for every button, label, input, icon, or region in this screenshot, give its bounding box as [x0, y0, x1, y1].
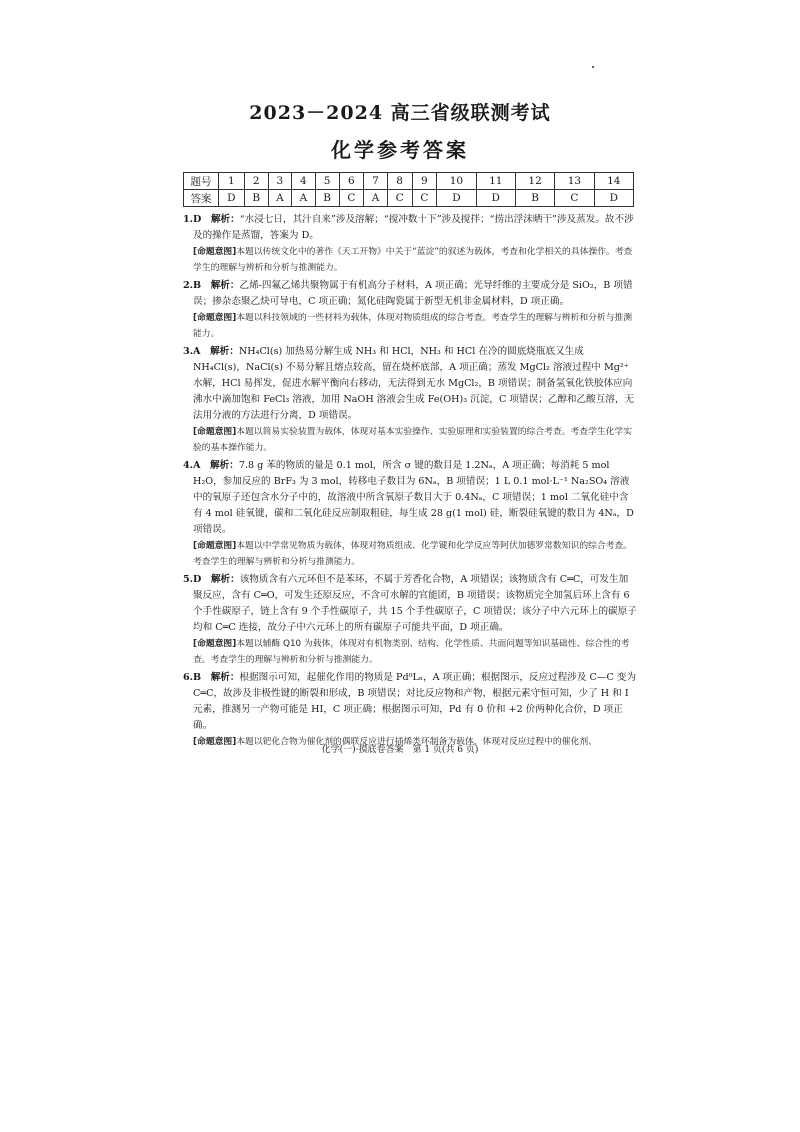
question-explanation [183, 278, 637, 310]
design-intent-text: 本题以中学常见物质为载体，体现对物质组成、化学键和化学反应等阿伏加德罗常数知识的综合考查。考查学生的理解与辨析和分析与推测能力。 [193, 541, 633, 567]
question-explanation [183, 344, 637, 424]
speck-mark [592, 66, 594, 68]
explanation-text: NH₄Cl(s) 加热易分解生成 NH₃ 和 HCl，NH₃ 和 HCl 在冷的圆底烧瓶底又生成 NH₄Cl(s)，NaCl(s) 不易分解且熔点较高，留在烧杯底部，A 项正确；蒸发 MgCl₂ 溶液过程中 Mg²⁺ 水解，HCl 易挥发，促进水解平衡向右移动，无法得到无水 MgCl₂，B 项错误；制备氢氧化铁胶体应向沸水中滴加饱和 FeCl₃ 溶液，加用 NaOH 溶液会生成 Fe(OH)₃ 沉淀，C 项错误；乙醇和乙酸互溶，无法用分液的方法进行分离，D 项错误。 [193, 346, 635, 421]
answer-cell: D [437, 190, 476, 207]
answer-cell: D [219, 190, 245, 207]
question-number-cell: 13 [555, 173, 594, 190]
question-number-cell: 11 [476, 173, 515, 190]
question-answer-key: 3.A [183, 346, 201, 357]
explanation-label: 解析： [210, 214, 240, 225]
question-number-cell: 5 [315, 173, 339, 190]
explanation-label: 解析： [210, 280, 240, 291]
answer-row [184, 190, 634, 207]
explanation-text: 7.8 g 苯的物质的量是 0.1 mol，所含 σ 键的数目是 1.2Nₐ，A 项正确；每消耗 5 mol H₂O，参加反应的 BrF₃ 为 3 mol，转移电子数目为 6Nₐ，B 项错误；1 L 0.1 mol·L⁻¹ Na₂SO₄ 溶液中的氧原子还包含水分子中的，故溶液中所含氧原子数目大于 0.4Nₐ，C 项错误；1 mol 二氧化硅中含有 4 mol 硅氧键，碳和二氧化硅反应制取粗硅，每生成 28 g(1 mol) 硅，断裂硅氧键的数目为 4Nₐ，D 项错误。 [193, 460, 634, 535]
design-intent [183, 424, 637, 456]
design-intent-label: [命题意图] [193, 427, 237, 437]
design-intent [183, 244, 637, 276]
row-label-answer: 答案 [184, 190, 219, 207]
question-answer-key: 1.D [183, 214, 202, 225]
question-answer-key: 2.B [183, 280, 202, 291]
question-number-cell: 2 [244, 173, 268, 190]
row-label-question-number: 题号 [184, 173, 219, 190]
question-explanation [183, 572, 637, 636]
design-intent-text: 本题以钯化合物为催化剂的偶联反应进行插烯类环制备为载体，体现对反应过程中的催化剂、 [236, 737, 597, 747]
design-intent [183, 636, 637, 668]
question-explanation [183, 670, 637, 734]
answer-cell: C [387, 190, 412, 207]
question-explanation [183, 212, 637, 244]
answer-cell: D [476, 190, 515, 207]
design-intent-label: [命题意图] [193, 247, 237, 257]
explanation-label: 解析： [210, 346, 239, 357]
question-answer-key: 6.B [183, 672, 202, 683]
question-number-row [184, 173, 634, 190]
question-number-cell: 12 [515, 173, 554, 190]
question-answer-key: 5.D [183, 574, 202, 585]
question-number-cell: 4 [292, 173, 316, 190]
design-intent [183, 310, 637, 342]
answer-cell: C [555, 190, 594, 207]
design-intent-label: [命题意图] [193, 313, 237, 323]
answer-cell: B [315, 190, 339, 207]
question-explanation [183, 458, 637, 538]
answer-cell: A [292, 190, 316, 207]
answer-cell: C [339, 190, 364, 207]
question-number-cell: 6 [339, 173, 364, 190]
design-intent-text: 本题以传统文化中的著作《天工开物》中关于“蓝淀”的叙述为载体，考查和化学相关的具体操作。考查学生的理解与辨析和分析与推测能力。 [193, 247, 633, 273]
solutions-body [183, 212, 637, 752]
question-number-cell: 10 [437, 173, 476, 190]
explanation-label: 解析： [210, 574, 240, 585]
design-intent-label: [命题意图] [193, 737, 237, 747]
answer-cell: A [268, 190, 292, 207]
question-number-cell: 8 [387, 173, 412, 190]
design-intent-text: 本题以简易实验装置为载体，体现对基本实验操作、实验原理和实验装置的综合考查。考查学生化学实验的基本操作能力。 [193, 427, 633, 453]
question-answer-key: 4.A [183, 460, 201, 471]
explanation-text: 该物质含有六元环但不是苯环，不属于芳香化合物，A 项错误；该物质含有 C═C，可发生加聚反应，含有 C═O，可发生还原反应，不含可水解的官能团，B 项错误；该物质完全加氢后环上含有 6 个手性碳原子，链上含有 9 个手性碳原子，共 15 个手性碳原子，C 项错误；该分子中六元环上的碳原子均和 C═C 连接，故分子中六元环上的所有碳原子可能共平面，D 项正确。 [193, 574, 637, 633]
answer-table [183, 172, 634, 207]
explanation-text: 乙烯-四氟乙烯共聚物属于有机高分子材料，A 项正确；光导纤维的主要成分是 SiO₂，B 项错误；掺杂态聚乙炔可导电，C 项正确；氮化硅陶瓷属于新型无机非金属材料，D 项正确。 [193, 280, 633, 307]
explanation-label: 解析： [210, 460, 239, 471]
answer-cell: A [364, 190, 388, 207]
answer-cell: D [594, 190, 633, 207]
explanation-label: 解析： [210, 672, 240, 683]
explanation-text: 根据图示可知，起催化作用的物质是 Pd⁰Lₙ，A 项正确；根据图示，反应过程涉及 C—C 变为 C═C，故涉及非极性键的断裂和形成，B 项错误；对比反应物和产物，根据元素守恒可知，少了 H 和 I 元素，推测另一产物可能是 HI，C 项正确；根据图示可知，Pd 有 0 价和 +2 价两种化合价，D 项正确。 [193, 672, 637, 731]
question-number-cell: 3 [268, 173, 292, 190]
question-number-cell: 9 [412, 173, 437, 190]
design-intent-label: [命题意图] [193, 639, 237, 649]
page-subtitle: 化学参考答案 [331, 138, 469, 162]
question-number-cell: 14 [594, 173, 633, 190]
page-title: 2023－2024 高三省级联测考试 [249, 102, 551, 124]
page-footer: 化学(一)·摸底卷答案 第 1 页(共 6 页) [321, 745, 479, 755]
answer-cell: C [412, 190, 437, 207]
answer-cell: B [244, 190, 268, 207]
design-intent-text: 本题以科技领域的一些材料为载体，体现对物质组成的综合考查。考查学生的理解与辨析和分析与推测能力。 [193, 313, 633, 339]
question-number-cell: 1 [219, 173, 245, 190]
design-intent-label: [命题意图] [193, 541, 237, 551]
design-intent-text: 本题以辅酶 Q10 为载体，体现对有机物类别、结构、化学性质、共面问题等知识基础性、综合性的考查。考查学生的理解与辨析和分析与推测能力。 [193, 639, 630, 665]
design-intent [183, 538, 637, 570]
explanation-text: “水浸七日，其汁自来”涉及溶解；“搅冲数十下”涉及搅拌；“捞出浮沫晒干”涉及蒸发。故不涉及的操作是蒸馏，答案为 D。 [193, 214, 634, 241]
answer-cell: B [515, 190, 554, 207]
question-number-cell: 7 [364, 173, 388, 190]
